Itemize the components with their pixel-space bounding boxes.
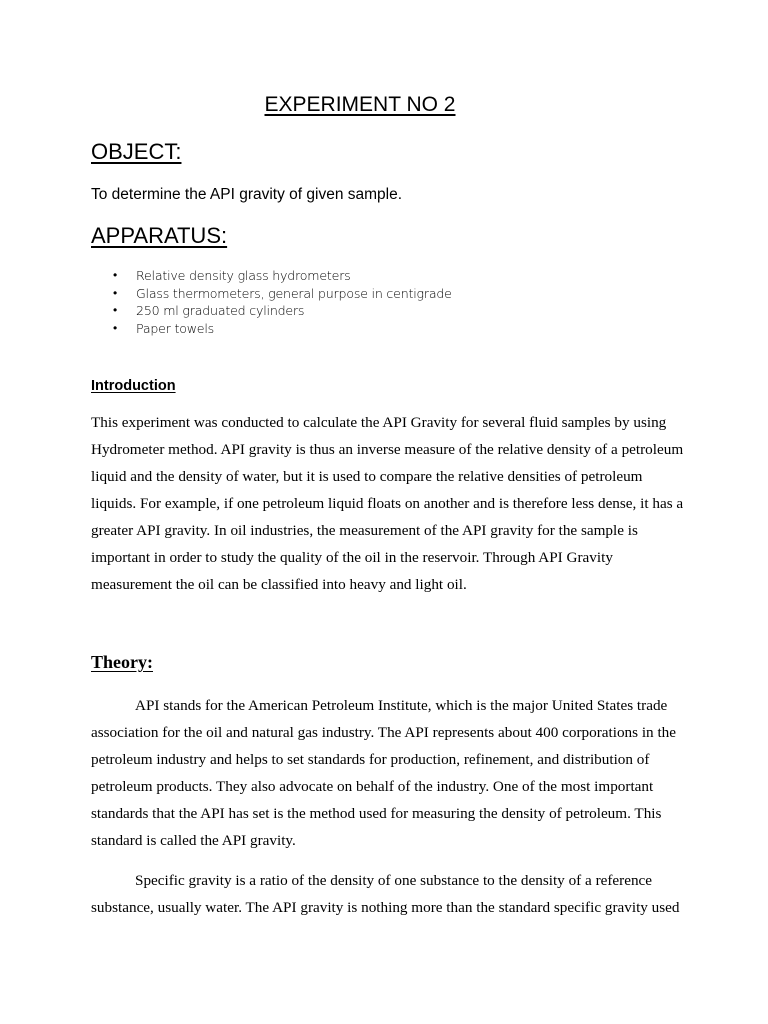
- introduction-paragraph: This experiment was conducted to calculate the API Gravity for several fluid samples by using Hydrometer method. API gravity is thus an inverse measure of the relative density of a petroleum liquid and the density of water, but it is used to compare the relative densities of petroleum liquids. For example, if one petroleum liquid floats on another and is therefore less dense, it has a greater API gravity. In oil industries, the measurement of the API gravity for the sample is important in order to study the quality of the oil in the reservoir. Through API Gravity measurement the oil can be classified into heavy and light oil.: [91, 414, 684, 593]
- object-heading: OBJECT:: [91, 139, 182, 164]
- list-item-label: Glass thermometers, general purpose in centigrade: [136, 285, 452, 301]
- list-item: [91, 267, 452, 285]
- theory-paragraph-2: Specific gravity is a ratio of the density of one substance to the density of a reference substance, usually water. The API gravity is nothing more than the standard specific gravity used: [91, 872, 680, 916]
- list-item: [91, 302, 452, 320]
- bullet-icon: •: [113, 285, 118, 300]
- theory-paragraph-1: API stands for the American Petroleum Institute, which is the major United States trade association for the oil and natural gas industry. The API represents about 400 corporations in the petroleum industry and helps to set standards for production, refinement, and distribution of petroleum products. They also advocate on behalf of the industry. One of the most important standards that the API has set is the method used for measuring the density of petroleum. This standard is called the API gravity.: [91, 697, 677, 849]
- list-item-label: Relative density glass hydrometers: [136, 268, 351, 283]
- document-title: EXPERIMENT NO 2: [264, 93, 456, 116]
- bullet-icon: •: [113, 320, 118, 335]
- list-item-label: 250 ml graduated cylinders: [136, 303, 305, 319]
- list-item: [91, 320, 452, 338]
- bullet-icon: •: [113, 303, 118, 318]
- object-text: To determine the API gravity of given sample.: [91, 186, 403, 203]
- list-item-label: Paper towels: [136, 320, 215, 336]
- theory-heading: Theory:: [91, 652, 153, 672]
- apparatus-list: [91, 267, 452, 337]
- introduction-heading: Introduction: [91, 378, 176, 394]
- list-item: [91, 285, 452, 303]
- apparatus-heading: APPARATUS:: [91, 223, 228, 248]
- bullet-icon: •: [113, 268, 118, 282]
